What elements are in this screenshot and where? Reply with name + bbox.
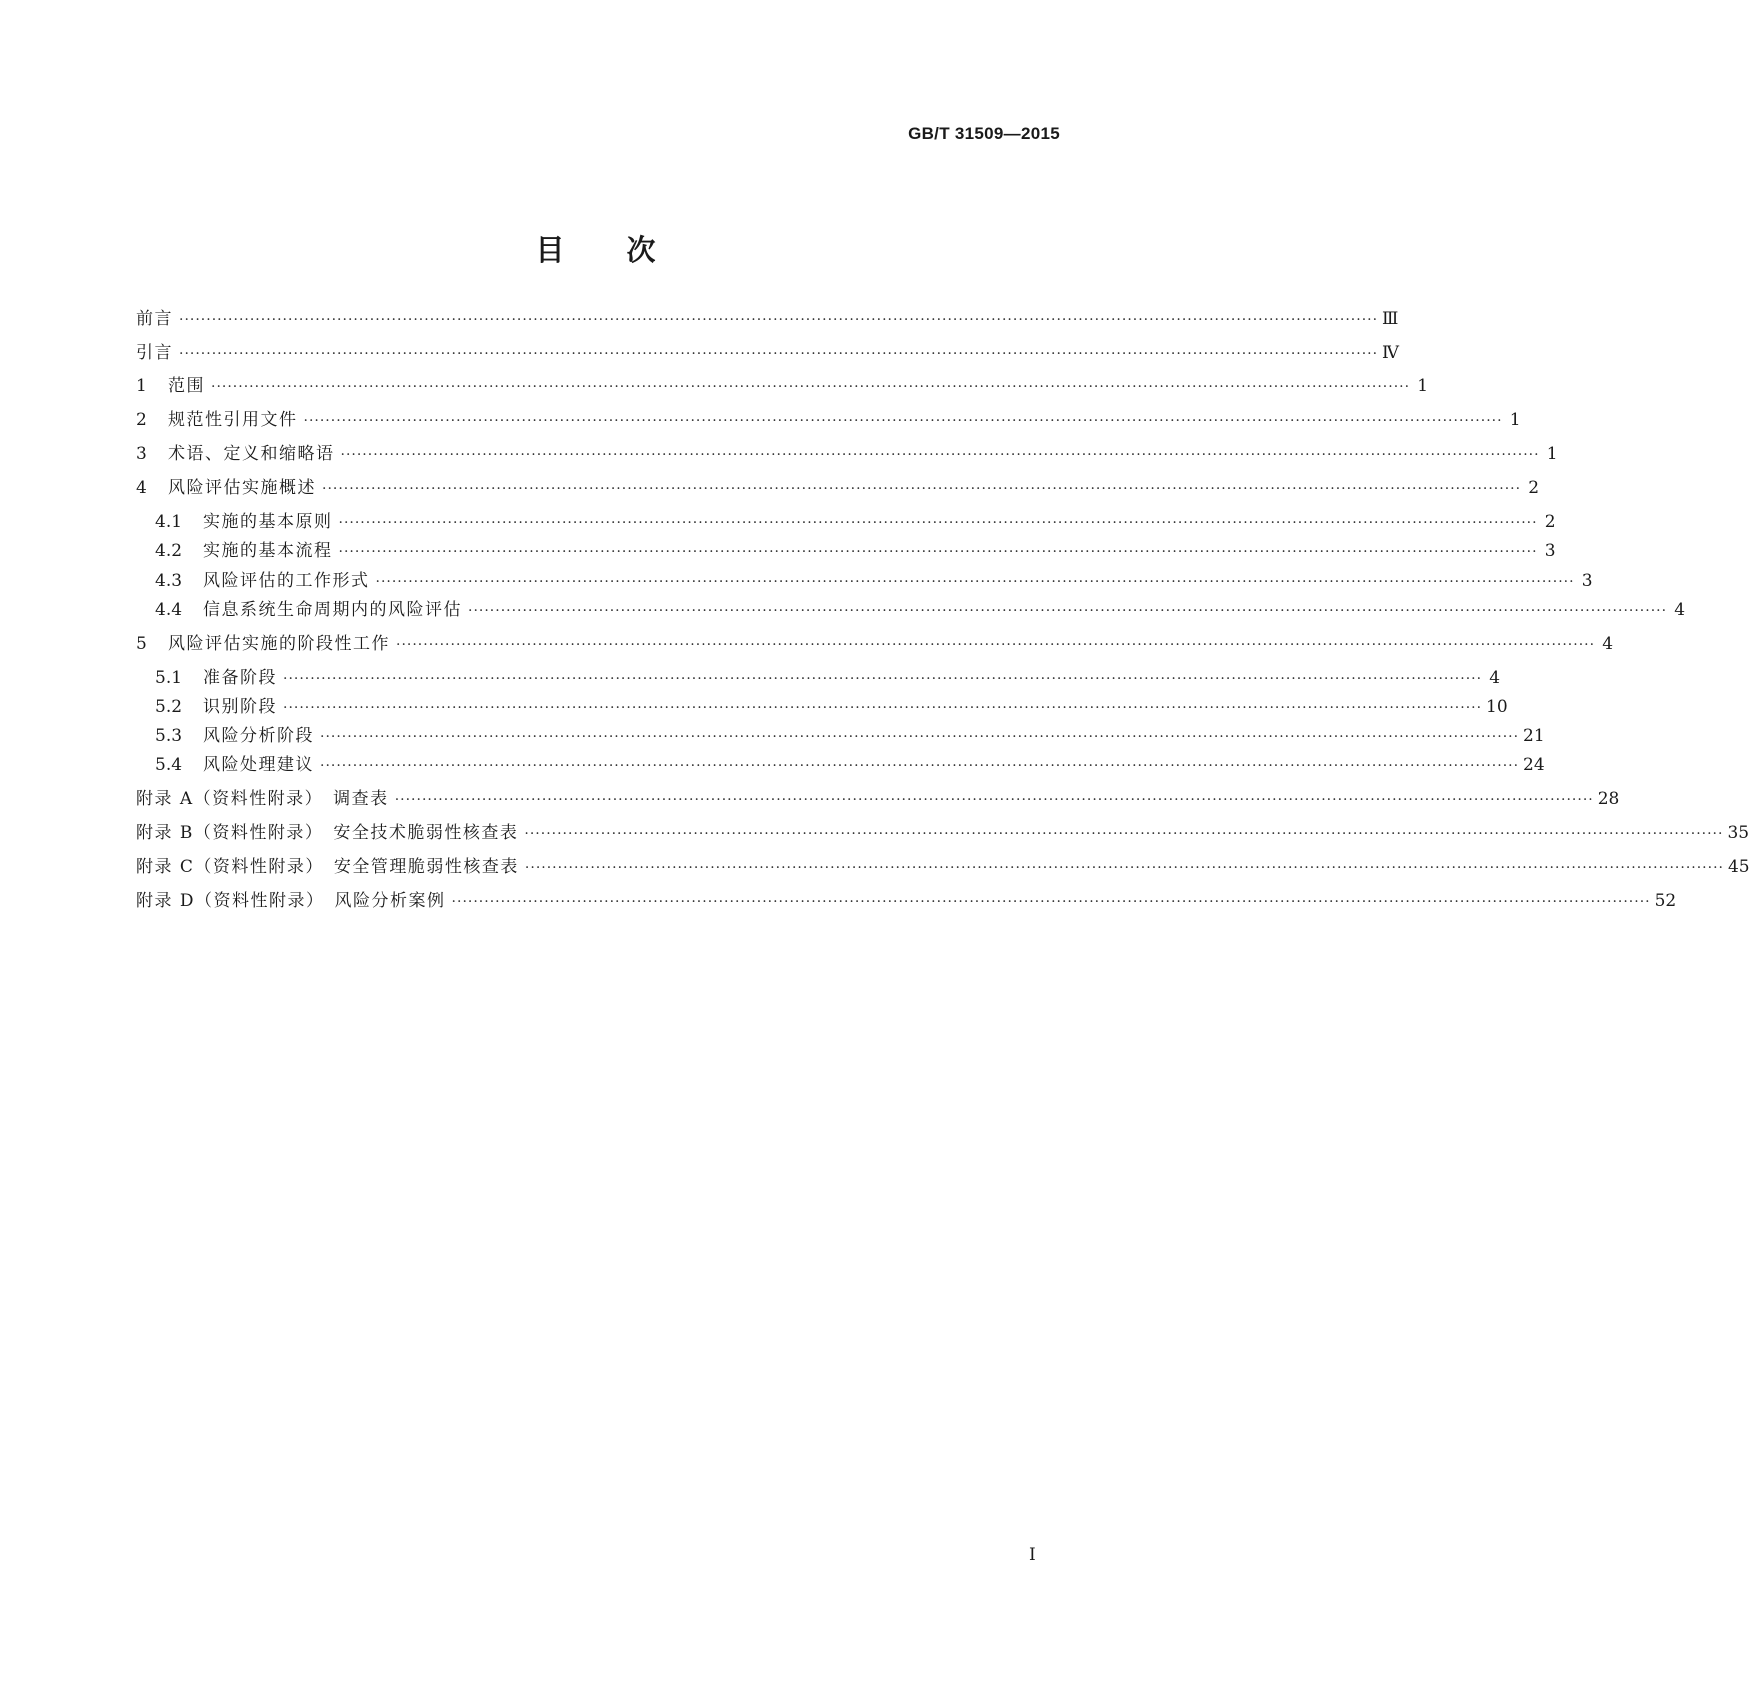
dot-leader: ···························································································································································································································· bbox=[524, 826, 1724, 842]
dot-leader: ···························································································································································································································· bbox=[396, 637, 1596, 653]
toc-entry-number: 4.1 bbox=[155, 512, 183, 532]
toc-entry-page: 4 bbox=[1602, 634, 1614, 654]
toc-entry-number: 4.3 bbox=[155, 571, 183, 591]
dot-leader: ···························································································································································································································· bbox=[375, 574, 1575, 590]
page-number: I bbox=[1029, 1545, 1036, 1565]
dot-leader: ···························································································································································································································· bbox=[394, 792, 1594, 808]
dot-leader: ···························································································································································································································· bbox=[303, 413, 1503, 429]
toc-entry-page: 1 bbox=[1546, 444, 1558, 464]
toc-entry-page: Ⅳ bbox=[1382, 343, 1400, 363]
toc-entry[interactable] bbox=[136, 631, 1614, 657]
toc-entry-label: 实施的基本流程 bbox=[203, 541, 333, 561]
dot-leader: ···························································································································································································································· bbox=[179, 346, 1379, 362]
toc-entry-page: 35 bbox=[1727, 823, 1750, 843]
toc-entry-page: 10 bbox=[1486, 697, 1508, 717]
toc-entry-page: 2 bbox=[1544, 512, 1556, 532]
toc-entry-number: 4.2 bbox=[155, 541, 183, 561]
toc-entry[interactable] bbox=[136, 441, 1558, 467]
toc-entry-label: 风险处理建议 bbox=[203, 755, 314, 775]
toc-entry[interactable] bbox=[136, 306, 1399, 332]
toc-entry-label: 风险评估实施的阶段性工作 bbox=[168, 634, 390, 654]
toc-entry[interactable] bbox=[136, 888, 1677, 914]
toc-entry-label: 风险评估的工作形式 bbox=[203, 571, 370, 591]
toc-entry[interactable] bbox=[136, 538, 1556, 564]
toc-entry[interactable] bbox=[136, 786, 1620, 812]
dot-leader: ···························································································································································································································· bbox=[451, 894, 1651, 910]
toc-entry-page: 28 bbox=[1597, 789, 1620, 809]
toc-entry[interactable] bbox=[136, 509, 1556, 535]
toc-entry-label: 前言 bbox=[136, 309, 173, 329]
toc-entry[interactable] bbox=[136, 665, 1501, 691]
toc-entry[interactable] bbox=[136, 820, 1750, 846]
toc-entry[interactable] bbox=[136, 475, 1540, 501]
dot-leader: ···························································································································································································································· bbox=[524, 860, 1724, 876]
toc-entry-page: 4 bbox=[1489, 668, 1501, 688]
toc-entry-number: 3 bbox=[136, 444, 147, 464]
toc-entry-number: 2 bbox=[136, 410, 147, 430]
dot-leader: ···························································································································································································································· bbox=[283, 700, 1483, 716]
toc-entry[interactable] bbox=[136, 854, 1750, 880]
dot-leader: ···························································································································································································································· bbox=[322, 481, 1522, 497]
toc-entry-label: 附录 D（资料性附录） 风险分析案例 bbox=[136, 891, 446, 911]
toc-entry-label: 附录 A（资料性附录） 调查表 bbox=[136, 789, 389, 809]
standard-code: GB/T 31509—2015 bbox=[908, 124, 1060, 143]
dot-leader: ···························································································································································································································· bbox=[338, 544, 1538, 560]
toc-entry-page: 3 bbox=[1581, 571, 1593, 591]
toc-entry-label: 附录 C（资料性附录） 安全管理脆弱性核查表 bbox=[136, 857, 519, 877]
toc-entry-page: 52 bbox=[1654, 891, 1677, 911]
toc-entry-number: 4.4 bbox=[155, 600, 183, 620]
toc-entry-page: 45 bbox=[1727, 857, 1750, 877]
toc-entry-number: 5 bbox=[136, 634, 147, 654]
toc-entry-label: 术语、定义和缩略语 bbox=[168, 444, 335, 464]
toc-entry-label: 准备阶段 bbox=[203, 668, 277, 688]
toc-entry-number: 5.2 bbox=[155, 697, 183, 717]
toc-entry-number: 5.3 bbox=[155, 726, 183, 746]
toc-entry[interactable] bbox=[136, 373, 1429, 399]
toc-entry-page: 1 bbox=[1417, 376, 1429, 396]
toc-entry[interactable] bbox=[136, 597, 1686, 623]
toc-entry-number: 5.1 bbox=[155, 668, 183, 688]
toc-entry[interactable] bbox=[136, 694, 1508, 720]
toc-entry-label: 风险分析阶段 bbox=[203, 726, 314, 746]
toc-entry-page: 3 bbox=[1544, 541, 1556, 561]
toc-entry-label: 附录 B（资料性附录） 安全技术脆弱性核查表 bbox=[136, 823, 519, 843]
toc-entry-label: 规范性引用文件 bbox=[168, 410, 298, 430]
toc-entry-number: 4 bbox=[136, 478, 147, 498]
toc-entry-page: 4 bbox=[1674, 600, 1686, 620]
toc-entry-label: 识别阶段 bbox=[203, 697, 277, 717]
dot-leader: ···························································································································································································································· bbox=[320, 758, 1520, 774]
toc-entry-page: 1 bbox=[1509, 410, 1521, 430]
toc-entry[interactable] bbox=[136, 723, 1545, 749]
toc-entry[interactable] bbox=[136, 407, 1521, 433]
page-title: 目次 bbox=[535, 233, 718, 267]
toc-entry-label: 引言 bbox=[136, 343, 173, 363]
toc-entry[interactable] bbox=[136, 568, 1593, 594]
dot-leader: ···························································································································································································································· bbox=[179, 312, 1379, 328]
dot-leader: ···························································································································································································································· bbox=[340, 447, 1540, 463]
toc-entry-number: 5.4 bbox=[155, 755, 183, 775]
toc-entry-page: 2 bbox=[1528, 478, 1540, 498]
dot-leader: ···························································································································································································································· bbox=[338, 515, 1538, 531]
toc-entry-page: Ⅲ bbox=[1382, 309, 1399, 329]
toc-entry-label: 范围 bbox=[168, 376, 205, 396]
toc-entry-number: 1 bbox=[136, 376, 147, 396]
toc-entry[interactable] bbox=[136, 340, 1400, 366]
dot-leader: ···························································································································································································································· bbox=[320, 729, 1520, 745]
toc-entry[interactable] bbox=[136, 752, 1545, 778]
toc-entry-label: 风险评估实施概述 bbox=[168, 478, 316, 498]
toc-entry-page: 24 bbox=[1523, 755, 1545, 775]
toc-entry-page: 21 bbox=[1523, 726, 1545, 746]
toc-entry-label: 实施的基本原则 bbox=[203, 512, 333, 532]
dot-leader: ···························································································································································································································· bbox=[468, 603, 1668, 619]
dot-leader: ···························································································································································································································· bbox=[211, 379, 1411, 395]
toc-entry-label: 信息系统生命周期内的风险评估 bbox=[203, 600, 462, 620]
dot-leader: ···························································································································································································································· bbox=[283, 671, 1483, 687]
